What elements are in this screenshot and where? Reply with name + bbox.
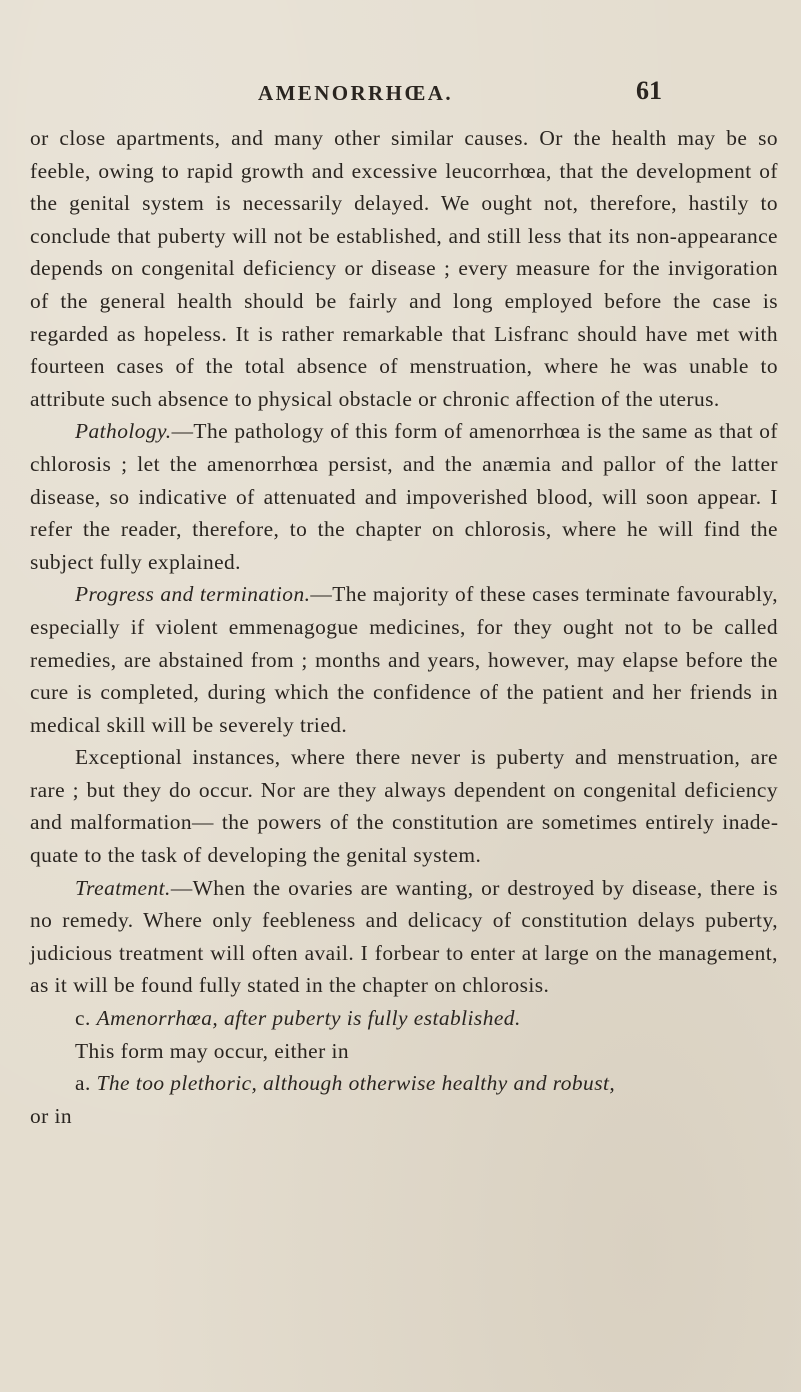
list-item-text: The too plethoric, although otherwise healthy and robust, (96, 1071, 616, 1096)
subsection-heading-c (30, 1002, 778, 1035)
paragraph-progress (30, 578, 778, 741)
paragraph-text: This form may occur, either in (75, 1038, 349, 1063)
paragraph-form (30, 1035, 778, 1068)
paragraph-text: —The pathology of this form of amenorrhœa is the same as that of chlorosis ; let the amenorrhœa persist, and the anæmia and pallor of the latter disease, so indicative of attenuated and impoverished blood, will soon appear. I refer the reader, therefore, to the chapter on chlorosis, where he will find the subject fully explained. (30, 419, 778, 574)
paragraph-text: or close apartments, and many other similar causes. Or the health may be so feeble, owing to rapid growth and excessive leucorrhœa, that the development of the genital system is necessarily delayed. We ought not, therefore, hastily to conclude that puberty will not be established, and still less that its non-appearance depends on congenital deficiency or disease ; every measure for the invigoration of the general health should be fairly and long employed before the case is regarded as hopeless. It is rather remarkable that Lisfranc should have met with fourteen cases of the total absence of menstruation, where he was unable to attribute such absence to physical obstacle or chronic affection of the uterus. (30, 126, 778, 411)
running-head (0, 78, 801, 108)
paragraph-continuation (30, 1100, 778, 1133)
paragraph-text: or in (30, 1103, 73, 1128)
body-text (30, 122, 778, 1132)
subsection-title: Amenorrhœa, after puberty is fully established. (96, 1006, 521, 1031)
paragraph-text: —The majority of these cases terminate favourably, especially if violent emmenagogue medicines, for they ought not to be called remedies, are abstained from ; months and years, however, may elapse before the cure is completed, during which the confidence of the patient and her friends in medical skill will be severely tried. (30, 582, 779, 737)
paragraph-opening (30, 122, 778, 415)
section-heading-pathology: Pathology. (75, 419, 172, 444)
subsection-marker: c. (75, 1006, 91, 1031)
paragraph-treatment (30, 872, 778, 1002)
paragraph-text: Exceptional instances, where there never is puberty and menstruation, are rare ; but they do occur. Nor are they always dependent on congenital deficiency and malformation— the powers of the constitution are sometimes entirely inadequate to the task of developing the genital system. (30, 745, 778, 868)
list-item-a (30, 1067, 778, 1100)
running-title: AMENORRHŒA. (258, 81, 453, 105)
paragraph-exceptional (30, 741, 778, 871)
section-heading-treatment: Treatment. (75, 875, 171, 900)
paragraph-pathology (30, 415, 778, 578)
list-marker: a. (75, 1071, 91, 1096)
page-number: 61 (636, 76, 662, 105)
section-heading-progress: Progress and termination. (75, 582, 311, 607)
paragraph-text: —When the ovaries are wanting, or destroyed by disease, there is no remedy. Where only feebleness and delicacy of constitution delays puberty, judicious treatment will often avail. I forbear to enter at large on the management, as it will be found fully stated in the chapter on chlorosis. (30, 875, 778, 998)
